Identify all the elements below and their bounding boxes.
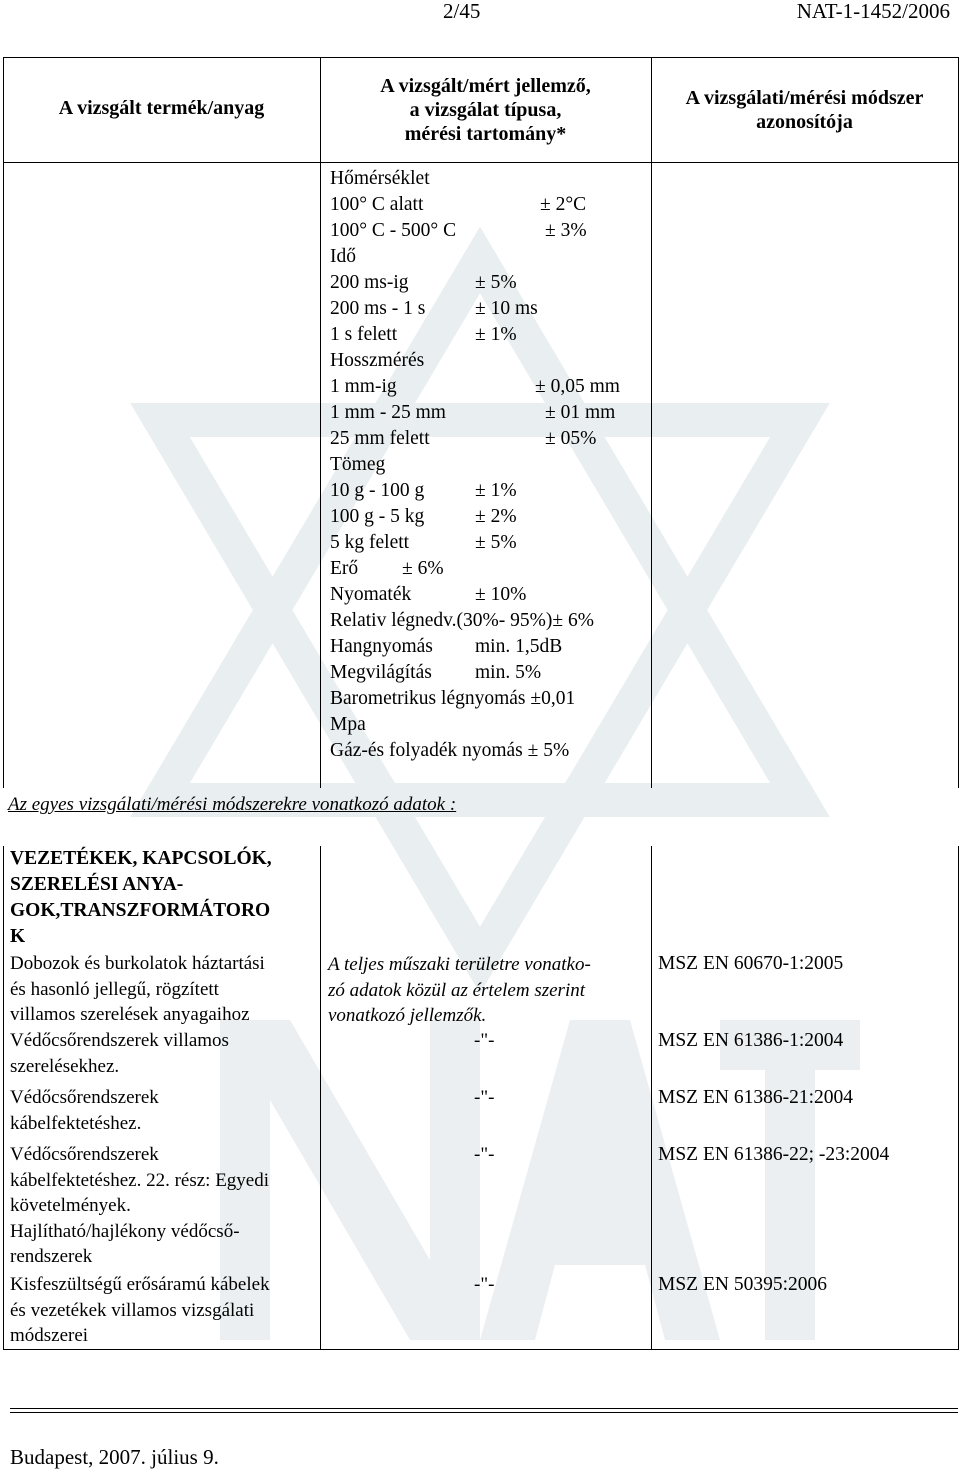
spec-tolerance: ± 01 mm [545,402,616,423]
spec-label: Erő [330,558,359,579]
spec-label: Tömeg [330,454,386,475]
spec-label: Hangnyomás [330,636,433,657]
table-top-border [3,57,959,58]
spec-tolerance: ± 10 ms [475,298,538,319]
spec-tolerance: ± 05% [545,428,597,449]
spec-label: 100 g - 5 kg [330,506,425,527]
ditto-mark: -"- [474,1144,495,1165]
standard-id: MSZ EN 61386-21:2004 [658,1087,853,1108]
spec-tolerance: ± 1% [475,324,517,345]
spec-label: 200 ms - 1 s [330,298,426,319]
spec-tolerance: ± 0,05 mm [535,376,620,397]
spec-label: 25 mm felett [330,428,430,449]
method-note: Az egyes vizsgálati/mérési módszerekre vonatkozó adatok : [8,794,457,815]
column-divider-2 [651,57,652,788]
footer-place-date: Budapest, 2007. július 9. [10,1445,219,1469]
table2-bottom-border [3,1349,959,1350]
spec-label: Megvilágítás [330,662,432,683]
spec-label: Gáz-és folyadék nyomás ± 5% [330,740,570,761]
ditto-mark: -"- [474,1030,495,1051]
spec-label: 1 mm-ig [330,376,397,397]
product-item: Kisfeszültségű erősáramú kábelek és vezetékek villamos vizsgálati módszerei [10,1274,270,1346]
ditto-mark: -"- [474,1274,495,1295]
document-id: NAT-1-1452/2006 [796,0,950,23]
spec-tolerance: ± 2% [475,506,517,527]
ditto-mark: -"- [474,1087,495,1108]
spec-label: 1 mm - 25 mm [330,402,446,423]
column-divider-1 [320,57,321,788]
spec-label: Idő [330,246,356,267]
table-right-border [958,57,959,788]
spec-tolerance: ± 10% [475,584,527,605]
spec-label: Relativ légnedv.(30%- 95%)± 6% [330,610,594,631]
spec-label: Hosszmérés [330,350,425,371]
product-item: Dobozok és burkolatok háztartási és hasonló jellegű, rögzített villamos szerelések anyagaihoz [10,953,265,1025]
spec-label: 100° C - 500° C [330,220,457,241]
product-item: Védőcsőrendszerek kábelfektetéshez. 22. rész: Egyedi követelmények. Hajlítható/hajlékony védőcső- rendszerek [10,1144,270,1267]
footer-rule-2 [10,1412,958,1413]
standard-id: MSZ EN 60670-1:2005 [658,953,844,974]
spec-tolerance: ± 5% [475,272,517,293]
spec-label: Nyomaték [330,584,412,605]
spec-tolerance: ± 5% [475,532,517,553]
standard-id: MSZ EN 61386-22; -23:2004 [658,1144,890,1165]
col-header-property: A vizsgált/mért jellemző, a vizsgálat típusa, mérési tartomány* [380,75,591,145]
spec-label: Barometrikus légnyomás ±0,01 [330,688,576,709]
section-title: VEZETÉKEK, KAPCSOLÓK, SZERELÉSI ANYA- GOK,TRANSZFORMÁTORO K [10,848,272,947]
scope-note: A teljes műszaki területre vonatko- zó adatok közül az értelem szerint vonatkozó jellemzők. [328,954,591,1026]
col-header-method: A vizsgálati/mérési módszer azonosítója [685,87,924,133]
spec-label: Hőmérséklet [330,168,430,189]
table2-divider-2 [651,846,652,1350]
spec-label: 200 ms-ig [330,272,409,293]
spec-tolerance: min. 5% [475,662,542,683]
product-item: Védőcsőrendszerek kábelfektetéshez. [10,1087,159,1134]
col-header-product: A vizsgált termék/anyag [58,97,265,119]
standard-id: MSZ EN 50395:2006 [658,1274,828,1295]
standard-id: MSZ EN 61386-1:2004 [658,1030,844,1051]
spec-label: 10 g - 100 g [330,480,425,501]
spec-tolerance: ± 2°C [540,194,587,215]
spec-label: Mpa [330,714,366,735]
header-separator [3,162,959,163]
page-number: 2/45 [443,0,481,23]
table-left-border [3,57,4,788]
table2-divider-1 [320,846,321,1350]
product-item: Védőcsőrendszerek villamos szerelésekhez. [10,1030,229,1077]
table2-left-border [3,846,4,1350]
footer-rule [10,1408,958,1409]
spec-tolerance: min. 1,5dB [475,636,563,657]
table2-right-border [958,846,959,1350]
spec-tolerance: ± 3% [545,220,587,241]
spec-label: 5 kg felett [330,532,410,553]
spec-tolerance: ± 1% [475,480,517,501]
spec-tolerance: ± 6% [402,558,444,579]
spec-label: 100° C alatt [330,194,424,215]
spec-label: 1 s felett [330,324,398,345]
